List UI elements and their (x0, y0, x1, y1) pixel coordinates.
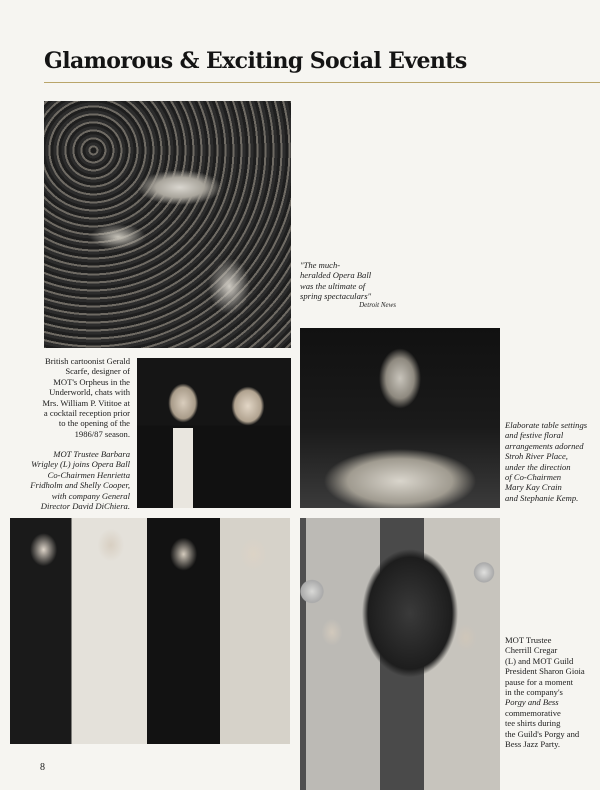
caption-line: Wrigley (L) joins Opera Ball (31, 459, 130, 470)
caption-line: Director David DiChiera. (40, 501, 130, 512)
caption-line: heralded Opera Ball (300, 270, 372, 281)
quote-source: Detroit News (359, 301, 396, 309)
caption-guild (505, 635, 600, 749)
photo-opera-ball-crowd (44, 101, 291, 348)
caption-line: British cartoonist Gerald (45, 356, 130, 366)
caption-line: and Stephanie Kemp. (505, 492, 579, 503)
page-number: 8 (40, 762, 45, 773)
caption-line: and festive floral (505, 430, 564, 441)
caption-line: spring spectaculars" (300, 291, 372, 302)
photo-cartoonist-reception (137, 358, 291, 508)
caption-line: the Guild's Porgy and (505, 728, 580, 739)
caption-table-settings (505, 420, 600, 503)
caption-line: Cherrill Cregar (505, 645, 558, 656)
title-rule (44, 82, 600, 83)
caption-line: tee shirts during (505, 718, 561, 729)
caption-line: Mrs. William P. Vititoe at (42, 397, 130, 408)
caption-trustee (20, 449, 130, 511)
caption-line: MOT Trustee Barbara (53, 449, 130, 459)
caption-line: (L) and MOT Guild (505, 655, 574, 666)
photo-table-settings (300, 328, 500, 508)
photo-guild-jazz-party (300, 518, 500, 790)
caption-line: President Sharon Gioia (505, 666, 585, 677)
caption-line: in the company's (505, 687, 563, 698)
caption-line: MOT Trustee (505, 635, 552, 645)
caption-line: was the ultimate of (300, 280, 366, 291)
caption-line: of Co-Chairmen (505, 472, 562, 483)
caption-line: under the direction (505, 461, 571, 472)
caption-line: with company General (51, 490, 130, 501)
caption-line: Scarfe, designer of (65, 366, 130, 377)
caption-line: Underworld, chats with (49, 387, 130, 398)
caption-line: Stroh River Place, (505, 451, 568, 462)
caption-line: pause for a moment (505, 676, 574, 687)
caption-line: arrangements adorned (505, 440, 584, 451)
caption-line: "The much- (300, 260, 341, 270)
caption-line: a cocktail reception prior (43, 408, 130, 419)
caption-cartoonist (30, 356, 130, 439)
caption-line: Porgy and Bess (505, 697, 559, 708)
caption-line: to the opening of the (58, 418, 130, 429)
page-title: Glamorous & Exciting Social Events (44, 48, 467, 74)
caption-line: commemorative (505, 707, 561, 718)
caption-line: Elaborate table settings (505, 420, 588, 430)
caption-line: Mary Kay Crain (505, 482, 562, 493)
photo-opera-ball-chairmen (10, 518, 290, 744)
caption-line: Bess Jazz Party. (505, 739, 561, 750)
caption-quote (300, 260, 396, 302)
caption-line: 1986/87 season. (74, 428, 130, 439)
caption-line: MOT's Orpheus in the (53, 376, 130, 387)
caption-line: Co-Chairmen Henrietta (47, 469, 130, 480)
caption-line: Fridholm and Shelly Cooper, (30, 480, 130, 491)
